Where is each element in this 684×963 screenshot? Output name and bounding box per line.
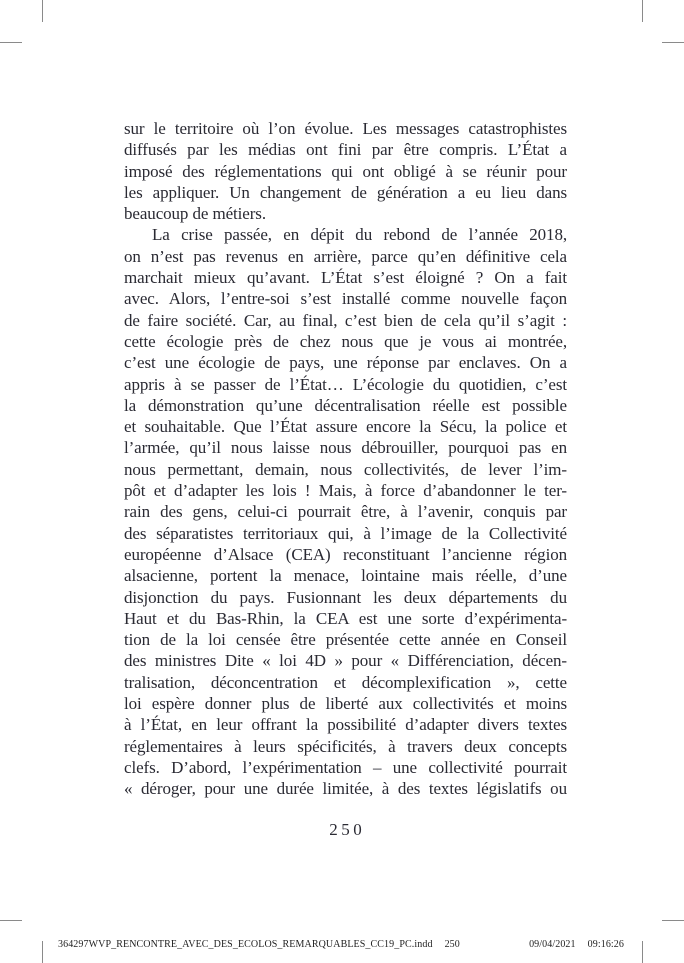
text-line: l’armée, qu’il nous laisse nous débrouiller, pourquoi pas en [124, 438, 567, 458]
text-line: beaucoup de métiers. [124, 204, 266, 224]
text-line: des séparatistes territoriaux qui, à l’image de la Collectivité [124, 523, 567, 543]
crop-mark-top-left-horizontal [0, 42, 22, 43]
text-line: Haut et du Bas-Rhin, la CEA est une sorte d’expérimenta- [124, 608, 567, 628]
slug-filename: 364297WVP_RENCONTRE_AVEC_DES_ECOLOS_REMARQUABLES_CC19_PC.indd [58, 939, 433, 950]
slug-date: 09/04/2021 [529, 939, 576, 950]
crop-mark-top-right-vertical [642, 0, 643, 22]
text-line: on n’est pas revenus en arrière, parce qu’en définitive cela [124, 246, 567, 266]
crop-mark-bottom-left-vertical [42, 941, 43, 963]
text-line: avec. Alors, l’entre-soi s’est installé comme nouvelle façon [124, 289, 567, 309]
text-line: à l’État, en leur offrant la possibilité d’adapter divers textes [124, 715, 567, 735]
text-line: diffusés par les médias ont fini par être compris. L’État a [124, 140, 567, 160]
crop-mark-bottom-right-horizontal [662, 920, 684, 921]
crop-mark-bottom-left-horizontal [0, 920, 22, 921]
text-line: cette écologie près de chez nous que je vous ai montrée, [124, 331, 567, 351]
text-line: loi espère donner plus de liberté aux collectivités et moins [124, 694, 567, 714]
text-line: clefs. D’abord, l’expérimentation – une collectivité pourrait [124, 757, 567, 777]
text-line: sur le territoire où l’on évolue. Les messages catastrophistes [124, 119, 567, 138]
text-line: La crise passée, en dépit du rebond de l’année 2018, [152, 225, 567, 245]
crop-mark-bottom-right-vertical [642, 941, 643, 963]
folio-page-number: 250 [329, 820, 366, 839]
text-line: imposé des réglementations qui ont obligé à se réunir pour [124, 161, 567, 181]
text-line: « déroger, pour une durée limitée, à des textes législatifs ou [124, 779, 567, 799]
text-line: et souhaitable. Que l’État assure encore la Sécu, la police et [124, 417, 567, 437]
text-line: tion de la loi censée être présentée cette année en Conseil [124, 630, 567, 650]
crop-mark-top-right-horizontal [662, 42, 684, 43]
text-line: de faire société. Car, au final, c’est bien de cela qu’il s’agit : [124, 310, 567, 330]
crop-mark-top-left-vertical [42, 0, 43, 22]
slug-right [529, 939, 624, 950]
text-line: marchait mieux qu’avant. L’État s’est éloigné ? On a fait [124, 268, 567, 288]
slug-time: 09:16:26 [587, 939, 624, 950]
text-line: c’est une écologie de pays, une réponse par enclaves. On a [124, 353, 567, 373]
text-line: tralisation, déconcentration et décomplexification », cette [124, 672, 567, 692]
text-line: les appliquer. Un changement de génération a eu lieu dans [124, 182, 567, 202]
page-body [124, 118, 567, 800]
text-line: alsacienne, portent la menace, lointaine mais réelle, d’une [124, 566, 567, 586]
text-line: appris à se passer de l’État… L’écologie du quotidien, c’est [124, 374, 567, 394]
slug-page-number: 250 [444, 939, 460, 950]
slug-left [58, 939, 460, 950]
text-line: des ministres Dite « loi 4D » pour « Différenciation, décen- [124, 651, 567, 671]
text-line: pôt et d’adapter les lois ! Mais, à force d’abandonner le ter- [124, 481, 567, 501]
text-line: nous permettant, demain, nous collectivités, de lever l’im- [124, 459, 567, 479]
text-line: la démonstration qu’une décentralisation réelle est possible [124, 395, 567, 415]
text-line: disjonction du pays. Fusionnant les deux départements du [124, 587, 567, 607]
text-line: rain des gens, celui-ci pourrait être, à l’avenir, conquis par [124, 502, 567, 522]
text-line: européenne d’Alsace (CEA) reconstituant l’ancienne région [124, 544, 567, 564]
text-line: réglementaires à leurs spécificités, à travers deux concepts [124, 736, 567, 756]
